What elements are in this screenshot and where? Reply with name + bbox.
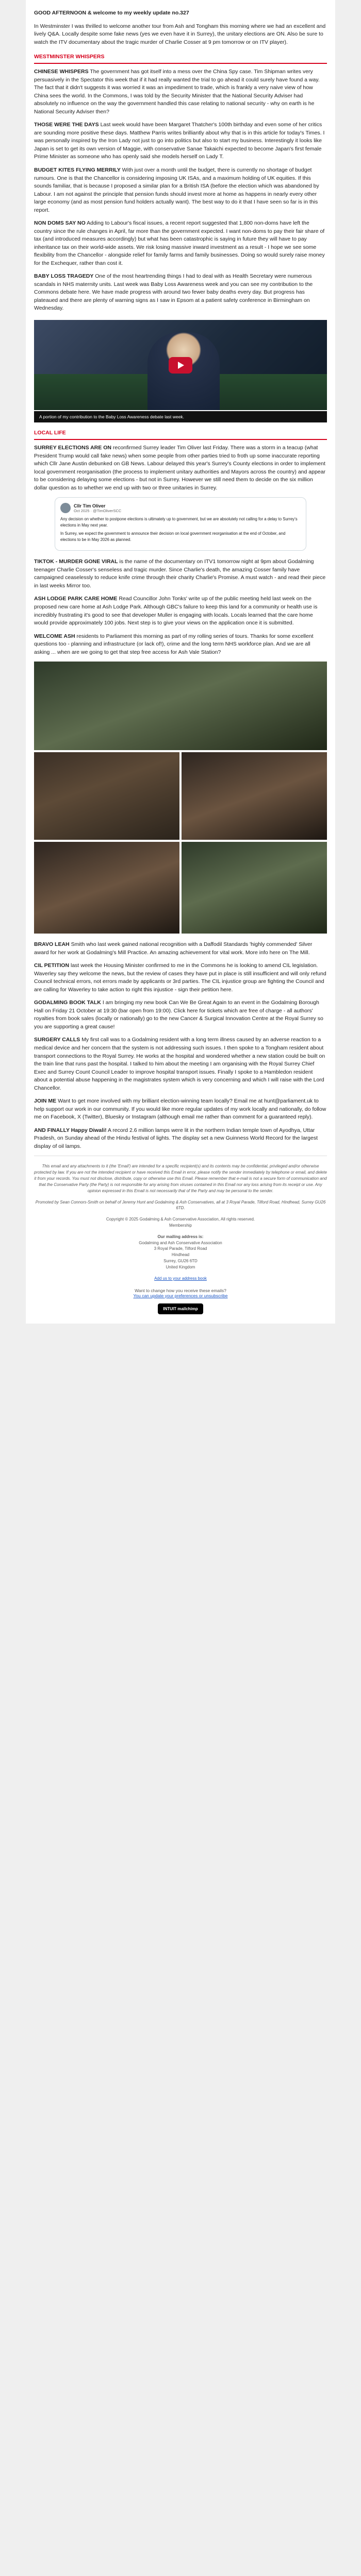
photo-grid-2	[34, 842, 327, 934]
photo-grid	[34, 752, 327, 840]
video-thumbnail[interactable]	[34, 320, 327, 410]
item-diwali: AND FINALLY Happy Diwali! A record 2.6 million lamps were lit in the northern Indian temple town of Ayodhya, Uttar Pradesh, on Sunday ahead of the Hindu festival of lights. The display set a new Guinness World Record for the largest display of oil lamps.	[34, 1127, 318, 1149]
section-local: LOCAL LIFE	[34, 430, 327, 440]
section-westminster: WESTMINSTER WHISPERS	[34, 54, 327, 64]
play-icon[interactable]	[169, 357, 192, 374]
membership-label: Membership	[169, 1223, 192, 1228]
promoted-by: Promoted by Sean Connors-Smith on behalf of Jeremy Hunt and Godalming & Ash Conservatives, all at 3 Royal Parade, Tilford Road, Hindhead, Surrey GU26 6TD.	[35, 1199, 326, 1211]
change-prefs-text: Want to change how you receive these emails?	[135, 1287, 226, 1293]
item-those-days: THOSE WERE THE DAYS Last week would have been Margaret Thatcher's 100th birthday and even some of her critics are sounding more positive these days. Matthew Parris writes brilliantly about why that is in this article for today's Times. I was personally inspired by the Iron Lady not just to go into politics but also to start my business. Interestingly it looks like Japan is set to get its own version of Maggie, with conservative Sanae Takaichi expected to become Japan's first female Prime Minister as someone who has openly said she models herself on Lady T.	[34, 122, 325, 160]
video-caption: A portion of my contribution to the Baby Loss Awareness debate last week.	[34, 411, 327, 422]
item-welcome-ash: WELCOME ASH residents to Parliament this morning as part of my rolling series of tours. Thanks for some excellent questions too - planning and infrastructure (or lack of!), crime and the long term NHS workforce plan. And we are all asking ... when are we going to get that step free access for Ash Vale Station?	[34, 633, 314, 655]
tweet-author: Cllr Tim Oliver	[74, 503, 106, 509]
add-to-address-book-link[interactable]: Add us to your address book	[154, 1276, 207, 1281]
avatar	[60, 503, 71, 513]
tweet-line-1: Any decision on whether to postpone elections is ultimately up to government, but we are absolutely not calling for a delay to Surrey's elections in May next year.	[60, 517, 298, 528]
mailchimp-badge[interactable]: INTUIT mailchimp	[158, 1303, 203, 1314]
westminster-hall-photo	[34, 662, 327, 750]
email-body	[26, 0, 335, 1324]
tweet-meta: Oct 2025 · @TimOliverSCC	[74, 508, 122, 513]
mailing-address: Our mailing address is: Godalming and Ash Conservative Association 3 Royal Parade, Tilford Road Hindhead Surrey, GU26 6TD United Kingdom	[139, 1234, 222, 1269]
item-bravo-leah: BRAVO LEAH Smith who last week gained national recognition with a Daffodil Standards 'highly commended' Silver award for her work at Godalming's Mill Practice. An amazing achievement for vital work. More info here on The Mill.	[34, 941, 313, 956]
disclaimer: This email and any attachments to it (the 'Email') are intended for a specific recipient(s) and its contents may be confidential, privileged and/or otherwise protected by law. If you are not the intended recipient or have received this Email in error, please notify the sender immediately by telephone or email, and delete it from your records. You must not disclose, distribute, copy or otherwise use this Email. Please remember that e-mail is not a secure form of communication and that the Conservative Party (the Party) is not responsible for any arising from viruses contained in this Email nor any loss arising from its receipt or use. Any opinion expressed in this Email is not necessarily that of the Party and may be personal to the sender.	[34, 1164, 327, 1193]
item-chinese: CHINESE WHISPERS The government has got itself into a mess over the China Spy case. Tim Shipman writes very persuasively in the Spectator this week that if it had really wanted the trial to go ahead it could surely have found a way. The fact that it didn't suggests it was worried it was an impediment to trade, which is frankly a very naive view of how China sees the world. In the Commons, I was told by the Security Minister that the National Security Adviser had absolutely no influence on the way the government handled this case relating to national security - why on earth is he National Security Adviser then?	[34, 69, 320, 115]
item-tiktok: TIKTOK - MURDER GONE VIRAL is the name of the documentary on ITV1 tomorrow night at 9pm about Godalming teenager Charlie Cosser's senseless and tragic murder. Since Charlie's death, the amazing Cosser family have campaigned ceaselessly to reduce knife crime through their charity Charlie's Promise. A must watch - and read their piece in last weeks Mirror too.	[34, 558, 326, 589]
intro-heading: GOOD AFTERNOON & welcome to my weekly update no.327	[34, 10, 189, 16]
footer-prefs	[34, 1288, 327, 1314]
copyright: Copyright © 2025 Godalming & Ash Conservative Association, All rights reserved. Membership	[106, 1217, 255, 1228]
group-photo-1	[34, 752, 179, 840]
item-surgery: SURGERY CALLS My first call was to a Godalming resident with a long term illness caused by an adverse reaction to a medical device and her concern that the system is not addressing such issues. I then spoke to a Tongham resident about transport connections to the Royal Surrey. He works at the hospital and wondered whether a new station could be built on the train line that runs past the hospital. I talked to him about the meeting I am organising with the Royal Surrey Chief Exec and Surrey Count Council Leader to improve hospital transport issues. Finally I spoke to a Hambledon resident about a potential abuse happening in the magistrates system which is very concerning and which I will raise with the Lord Chancellor.	[34, 1037, 325, 1091]
item-book-talk: GODALMING BOOK TALK I am bringing my new book Can We Be Great Again to an event in the Godalming Borough Hall on Friday 21 October at 19:30 (bar open from 19:00). Click here for tickets which are free of charge - all authors' royalties from book sales (locally or nationally) go to the new Cancer & Surgical Innovation Centre at the Royal Surrey so you are supporting a great cause!	[34, 999, 323, 1030]
item-surrey-elections: SURREY ELECTIONS ARE ON reconfirmed Surrey leader Tim Oliver last Friday. There was a storm in a teacup (what President Trump would call fake news) when some people from other parties tried to froth up some inaccurate reporting which Cllr Jane Austin debunked on GB News. Labour delayed this year's Surrey's County elections in order to implement local government reorganisation (the process to implement unitary authorities and Mayors across the country) and appear to be considering delaying some elections - but not in Surrey. However we still need them to decide on the six million dollar question as to whether we end up with two or three unitaries in Surrey.	[34, 445, 325, 491]
item-baby-loss: BABY LOSS TRAGEDY One of the most heartrending things I had to deal with as Health Secretary were numerous scandals in NHS maternity units. Last week was Baby Loss Awareness week and you can see my contribution to the Commons debate here. We have made progress with around two fewer baby deaths every day. But progress has plateaued and there are plenty of warning signs as I saw in Epsom at a patient safety conference in Birmingham on Wednesday.	[34, 273, 313, 312]
group-photo-2	[182, 752, 327, 840]
intro-body: In Westminster I was thrilled to welcome another tour from Ash and Tongham this morning where we had an excellent and lively Q&A. Locally despite some fake news (yes we even have it in Surrey), the unitary elections are ON. Also be sure to watch the ITV documentary about the tragic murder of Charlie Cosser at 9 pm tomorrow or on ITV player).	[34, 23, 326, 45]
item-ash-lodge: ASH LODGE PARK CARE HOME Read Councillor John Tonks' write up of the public meeting held last week on the proposed new care home at Ash Lodge Park. Although GBC's failure to keep this land for a community or health use is incredibly frustrating it's good to see that developer Muller is engaging with locals. Locals learned that the care home would provide approximately 100 jobs. Next step is to give your views on the application once it is submitted.	[34, 596, 318, 626]
item-cil: CIL PETITION last week the Housing Minister confirmed to me in the Commons he is looking to amend CIL legislation. Waverley say they welcome the news, but the review of cases they have put in place is still insufficient and will only refund Council technical errors, not errors made by applicants or 3rd parties. The CIL injustice group are fighting the Council and are calling for Waverley to take action to right this injustice - sign their petition here.	[34, 962, 326, 993]
embedded-tweet[interactable]	[55, 497, 306, 551]
footer	[34, 1156, 327, 1281]
tweet-line-2: In Surrey, we expect the government to announce their decision on local government reorganisation at the end of October, and elections to be in May 2026 as planned.	[60, 531, 286, 542]
update-preferences-link[interactable]: You can update your preferences or unsubscribe	[133, 1293, 228, 1298]
item-join-me: JOIN ME Want to get more involved with my brilliant election-winning team locally? Email me at hunt@parliament.uk to help support our work in our community. If you would like more regular updates of my work locally and nationally, do follow me on Facebook, X (Twitter), Bluesky or Instagram (although email me rather than comment for a guaranteed reply).	[34, 1098, 326, 1121]
chamber-photo	[182, 842, 327, 934]
item-non-doms: NON DOMS SAY NO Adding to Labour's fiscal issues, a recent report suggested that 1,800 non-doms have left the country since the rule changes in April, far more than the government expected. I want non-doms to pay their fair share of tax (and introduced measures accordingly) but what has been catastrophic is saying in future they will have to pay inheritance tax on their world-wide assets. We risk losing massive inward investment as a result - I hope we see some flexibility from the Chancellor - alongside relief for family farms and family businesses. Doing so would surely raise money for the Exchequer, rather than cost it.	[34, 220, 325, 266]
speaking-photo	[34, 842, 179, 934]
item-budget: BUDGET KITES FLYING MERRILY With just over a month until the budget, there is currently no shortage of budget rumours. One is that the Chancellor is considering imposing UK ISAs, and a maximum holding of UK equities. If this sounds familiar, that is because I proposed a similar plan for a British ISA (before the election which was abandoned by Labour. I am not against the principle that pension funds should invest more at home as happens in nearly every other large economy (and as most pension fund holders actually want). The best way to do it that I have seen so far is in this report.	[34, 166, 319, 213]
